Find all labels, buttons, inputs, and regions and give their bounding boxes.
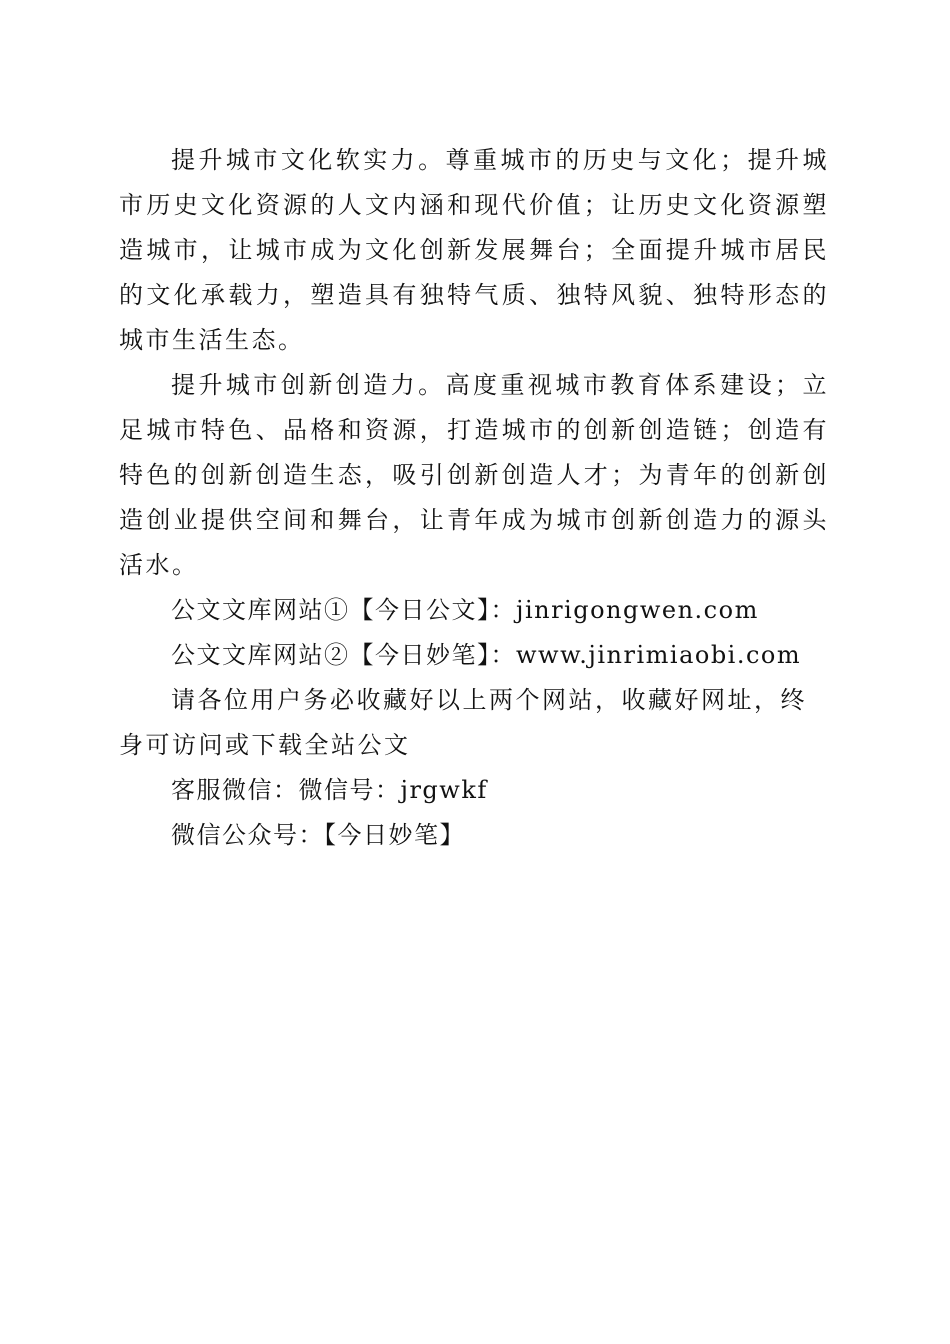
website-line-1: 公文文库网站①【今日公文】：jinrigongwen.com (171, 596, 759, 624)
document-body (119, 138, 829, 858)
customer-service-wechat: 客服微信：微信号：jrgwkf (171, 776, 488, 804)
paragraph-cultural-soft-power: 提升城市文化软实力。尊重城市的历史与文化；提升城市历史文化资源的人文内涵和现代价值；让历史文化资源塑造城市，让城市成为文化创新发展舞台；全面提升城市居民的文化承载力，塑造具有独特气质、独特风貌、独特形态的城市生活生态。 (119, 146, 829, 354)
bookmark-notice: 请各位用户务必收藏好以上两个网站，收藏好网址，终身可访问或下载全站公文 (119, 686, 807, 759)
paragraph-innovation-creativity: 提升城市创新创造力。高度重视城市教育体系建设；立足城市特色、品格和资源，打造城市的创新创造链；创造有特色的创新创造生态，吸引创新创造人才；为青年的创新创造创业提供空间和舞台，让青年成为城市创新创造力的源头活水。 (119, 371, 829, 579)
wechat-official-account: 微信公众号：【今日妙笔】 (171, 821, 465, 849)
website-line-2: 公文文库网站②【今日妙笔】：www.jinrimiaobi.com (171, 641, 802, 669)
